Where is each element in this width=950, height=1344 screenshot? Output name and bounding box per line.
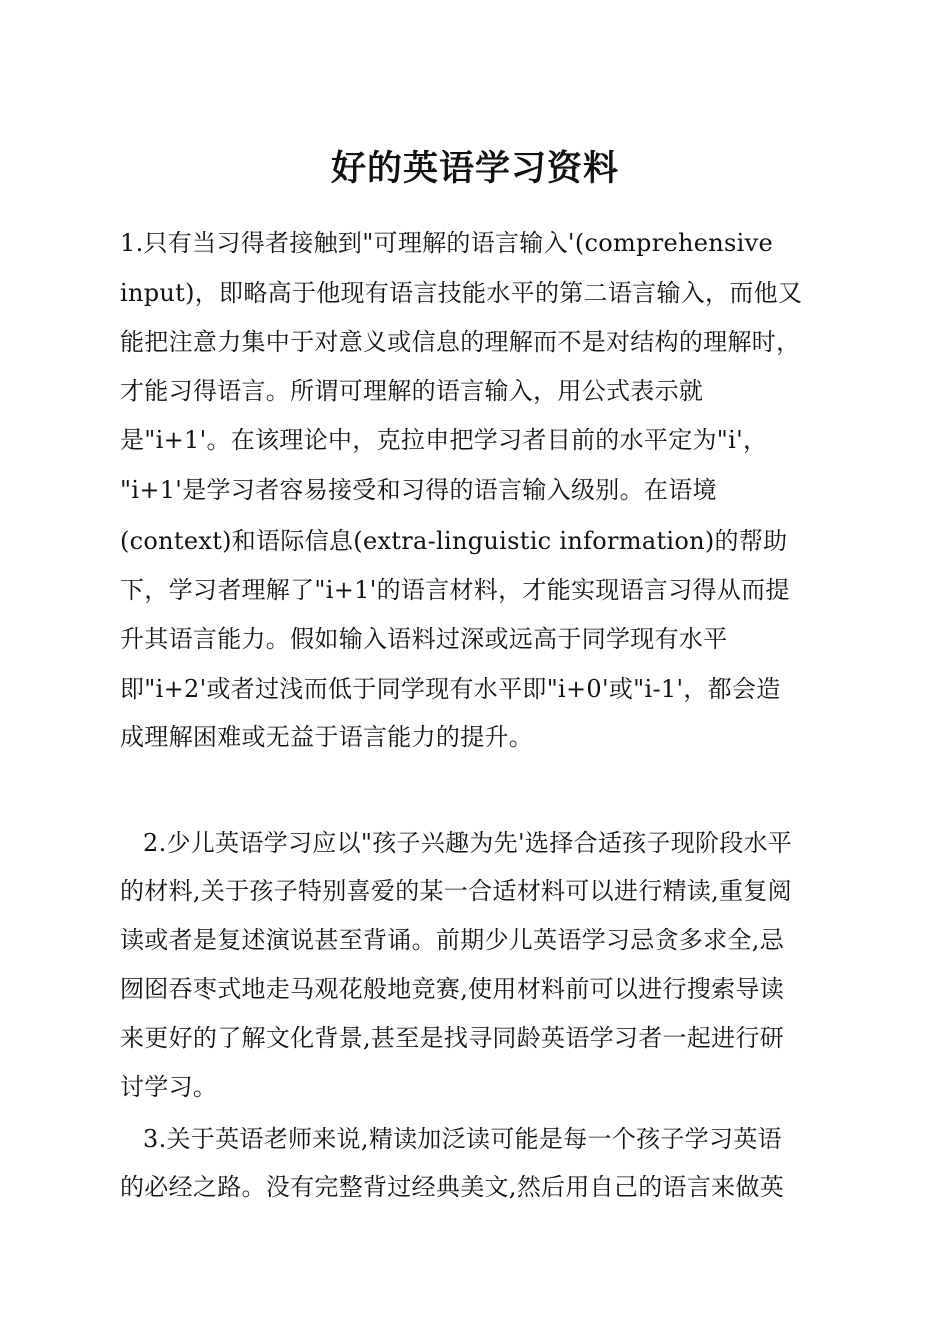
paragraph-line: 即"i+2'或者过浅而低于同学现有水平即"i+0'或"i-1'，都会造 bbox=[120, 675, 781, 703]
paragraph-line: 的材料,关于孩子特别喜爱的某一合适材料可以进行精读,重复阅 bbox=[120, 877, 792, 905]
paragraph-line: 的必经之路。没有完整背过经典美文,然后用自己的语言来做英 bbox=[120, 1173, 785, 1201]
paragraph-line: "i+1'是学习者容易接受和习得的语言输入级别。在语境 bbox=[120, 476, 717, 504]
paragraph-line: 囫囵吞枣式地走马观花般地竞赛,使用材料前可以进行搜索导读 bbox=[120, 975, 785, 1003]
paragraph-line: 能把注意力集中于对意义或信息的理解而不是对结构的理解时， bbox=[120, 328, 801, 356]
paragraph-line: 成理解困难或无益于语言能力的提升。 bbox=[120, 723, 534, 751]
document-title: 好的英语学习资料 bbox=[330, 148, 619, 189]
paragraph-line: input)，即略高于他现有语言技能水平的第二语言输入，而他又 bbox=[120, 279, 803, 307]
paragraph-line: 3.关于英语老师来说,精读加泛读可能是每一个孩子学习英语 bbox=[143, 1125, 782, 1153]
paragraph-line: 讨学习。 bbox=[120, 1073, 218, 1101]
paragraph-line: 读或者是复述演说甚至背诵。前期少儿英语学习忌贪多求全,忌 bbox=[120, 926, 785, 954]
paragraph-line: 2.少儿英语学习应以"孩子兴趣为先'选择合适孩子现阶段水平 bbox=[143, 829, 793, 857]
paragraph-line: 才能习得语言。所谓可理解的语言输入，用公式表示就 bbox=[120, 377, 704, 405]
paragraph-line: 1.只有当习得者接触到"可理解的语言输入'(comprehensive bbox=[120, 229, 773, 257]
paragraph-line: 是"i+1'。在该理论中，克拉申把学习者目前的水平定为"i'， bbox=[120, 426, 768, 454]
paragraph-line: 来更好的了解文化背景,甚至是找寻同龄英语学习者一起进行研 bbox=[120, 1024, 785, 1052]
paragraph-line: (context)和语际信息(extra-linguistic information)的帮助 bbox=[120, 527, 788, 555]
paragraph-line: 下，学习者理解了"i+1'的语言材料，才能实现语言习得从而提 bbox=[120, 576, 790, 604]
paragraph-line: 升其语言能力。假如输入语料过深或远高于同学现有水平 bbox=[120, 625, 728, 653]
